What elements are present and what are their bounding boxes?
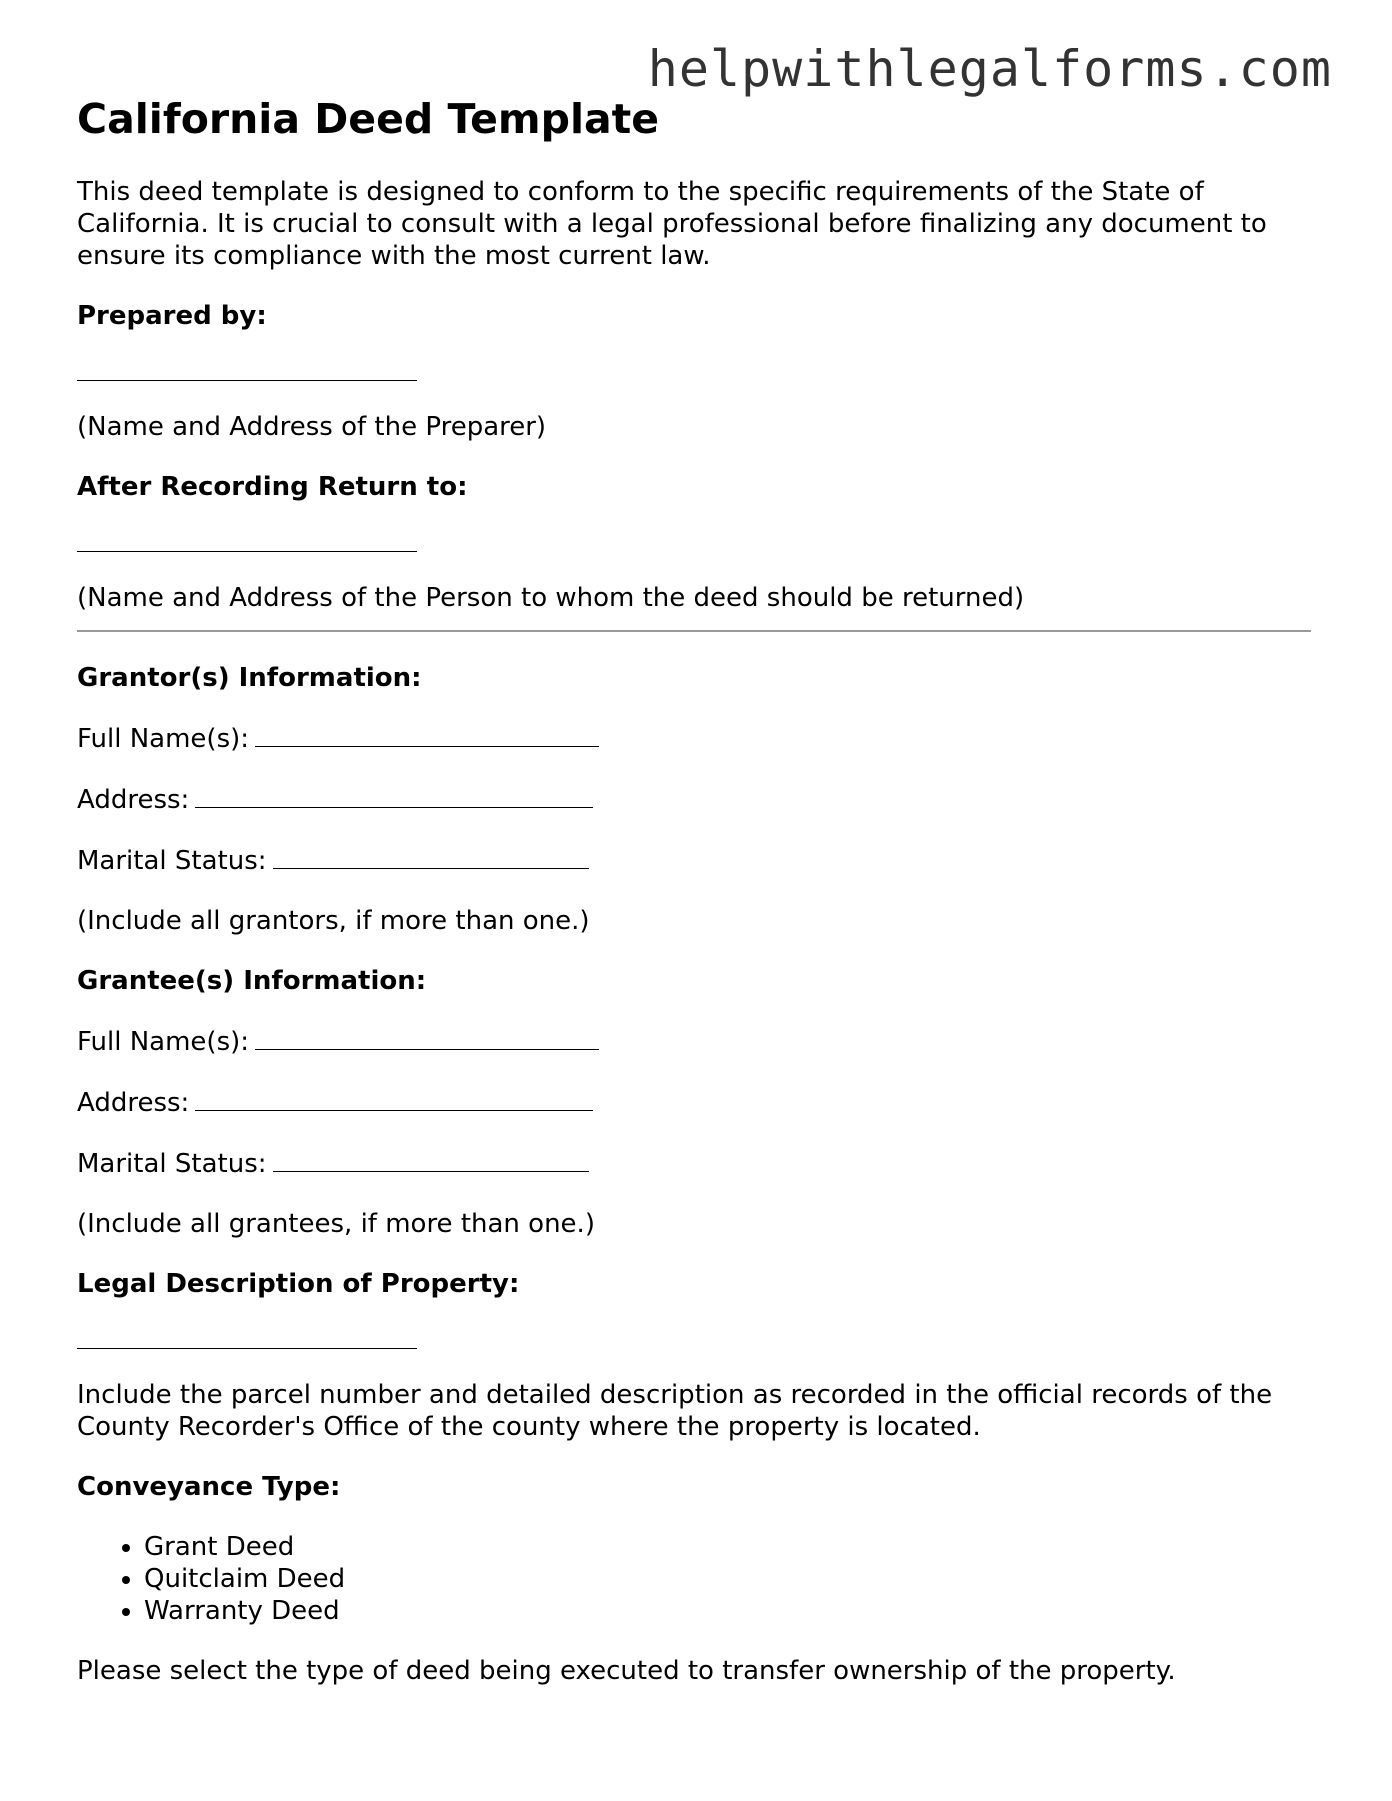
- return-to-blank[interactable]: [77, 531, 1311, 552]
- grantee-marital-field[interactable]: [273, 1147, 589, 1172]
- grantor-full-name-row: [77, 722, 1311, 755]
- conveyance-option-grant[interactable]: • Grant Deed: [144, 1531, 1311, 1563]
- grantee-address-field[interactable]: [195, 1086, 593, 1111]
- return-to-caption: (Name and Address of the Person to whom the deed should be returned): [77, 583, 1025, 613]
- grantee-marital-row: [77, 1147, 1311, 1180]
- prepared-by-heading: Prepared by:: [77, 301, 267, 331]
- grantor-note: (Include all grantors, if more than one.): [77, 906, 590, 936]
- grantor-full-name-label: Full Name(s):: [77, 724, 250, 754]
- section-divider: [77, 630, 1311, 632]
- conveyance-options: [77, 1531, 1311, 1627]
- legal-description-heading: Legal Description of Property:: [77, 1269, 520, 1299]
- grantor-address-field[interactable]: [195, 783, 593, 808]
- grantee-address-label: Address:: [77, 1088, 190, 1118]
- grantor-heading: Grantor(s) Information:: [77, 663, 422, 693]
- return-to-heading: After Recording Return to:: [77, 472, 468, 502]
- grantor-marital-row: [77, 844, 1311, 877]
- page-title: California Deed Template: [77, 95, 660, 143]
- grantor-marital-field[interactable]: [273, 844, 589, 869]
- conveyance-instruction: Please select the type of deed being executed to transfer ownership of the property.: [77, 1656, 1176, 1686]
- grantee-address-row: [77, 1086, 1311, 1119]
- grantee-heading: Grantee(s) Information:: [77, 966, 427, 996]
- grantor-full-name-field[interactable]: [255, 722, 599, 747]
- grantee-note: (Include all grantees, if more than one.): [77, 1209, 595, 1239]
- intro-paragraph: This deed template is designed to conform to the specific requirements of the State of California. It is crucial to consult with a legal professional before finalizing any document to ensure its compliance with the most current law.: [77, 177, 1267, 271]
- grantor-address-row: [77, 783, 1311, 816]
- grantor-address-label: Address:: [77, 785, 190, 815]
- conveyance-option-warranty[interactable]: • Warranty Deed: [144, 1595, 1311, 1627]
- grantee-full-name-row: [77, 1025, 1311, 1058]
- conveyance-heading: Conveyance Type:: [77, 1472, 341, 1502]
- conveyance-option-quitclaim[interactable]: • Quitclaim Deed: [144, 1563, 1311, 1595]
- legal-description-blank[interactable]: [77, 1328, 1311, 1349]
- legal-description-note: Include the parcel number and detailed description as recorded in the official records of the County Recorder's Office of the county where the property is located.: [77, 1380, 1273, 1442]
- grantee-full-name-label: Full Name(s):: [77, 1027, 250, 1057]
- watermark: helpwithlegalforms.com: [647, 40, 1332, 98]
- prepared-by-blank[interactable]: [77, 360, 1311, 381]
- prepared-by-caption: (Name and Address of the Preparer): [77, 412, 547, 442]
- grantor-marital-label: Marital Status:: [77, 846, 267, 876]
- grantee-marital-label: Marital Status:: [77, 1149, 267, 1179]
- grantee-full-name-field[interactable]: [255, 1025, 599, 1050]
- document-body: [77, 176, 1311, 1715]
